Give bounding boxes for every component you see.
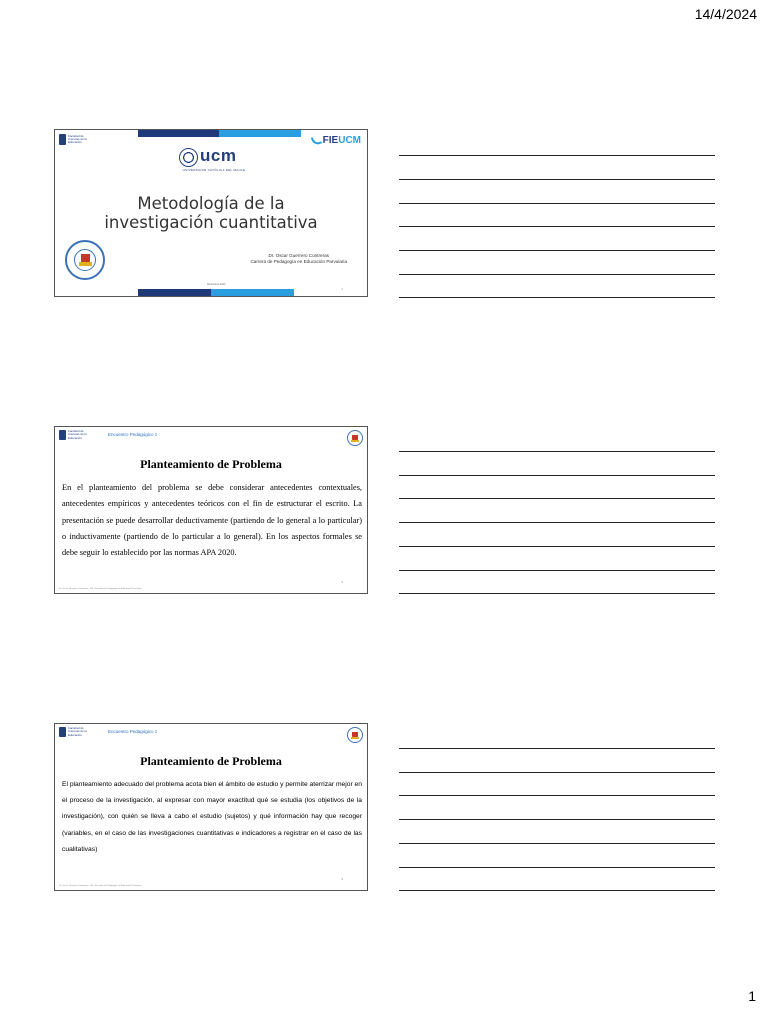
fie-ucm-logo (312, 135, 361, 146)
slide-footer: Dr. Oscar Guerrero Contreras · FIE - Escuela de Pedagogía en Educación Parvularia (59, 588, 142, 591)
print-date: 14/4/2024 (694, 6, 757, 22)
note-line (399, 250, 715, 251)
slide-title: Planteamiento de Problema (140, 754, 282, 768)
slide-body: El planteamiento adecuado del problema acota bien el ámbito de estudio y permite aterrizar mejor en el proceso de la investigación, al expresar con mayor exactitud qué se estudia (los objetivos de la investigación), con quién se lleva a cabo el estudio (sujetos) y qué información hay que recoger (variables, en el caso de las investigaciones cuantitativas e indicadores a registrar en el caso de las cualitativas) (62, 781, 362, 853)
note-line (399, 297, 715, 298)
faculty-logo-text: Facultad de Ciencias de la Educación (68, 726, 87, 737)
slide-thumbnail-3 (54, 723, 368, 891)
note-line (399, 498, 715, 499)
note-line (399, 748, 715, 749)
note-line (399, 593, 715, 594)
school-seal-icon (347, 727, 363, 743)
page-number: 1 (748, 988, 756, 1004)
note-line (399, 226, 715, 227)
fie-logo-suffix: UCM (338, 135, 361, 146)
slide-title: Planteamiento de Problema (140, 457, 282, 471)
header-label: Encuentro Pedagógico 1 (108, 729, 158, 734)
note-line (399, 819, 715, 820)
note-line (399, 274, 715, 275)
faculty-logo-text: Facultad de Ciencias de la Educación (68, 429, 87, 440)
slide-number: 1 (341, 287, 343, 291)
note-line (399, 475, 715, 476)
slide-thumbnail-2 (54, 426, 368, 594)
faculty-logo (59, 727, 92, 737)
header-label: Encuentro Pedagógico 1 (108, 432, 158, 437)
slide-title (55, 194, 367, 232)
slide-number: 2 (341, 580, 343, 584)
ucm-logo (179, 146, 249, 174)
school-seal-icon (347, 430, 363, 446)
faculty-crest-icon (59, 727, 66, 737)
title-line-1: Metodología de la (137, 194, 285, 213)
note-line (399, 570, 715, 571)
note-line (399, 795, 715, 796)
note-line (399, 867, 715, 868)
slide-body: En el planteamiento del problema se debe considerar antecedentes contextuales, antecedentes empíricos y antecedentes teóricos con el fin de estructurar el escrito. La presentación se puede desarrollar deductivamente (partiendo de lo general a lo particular) o inductivamente (partiendo de lo particular a lo general). En los aspectos formales se debe seguir lo establecido por las normas APA 2020. (62, 483, 362, 558)
top-bar-sky (219, 130, 301, 137)
ucm-seal-icon (179, 148, 198, 167)
ucm-wordmark: ucm (200, 146, 237, 165)
note-line (399, 772, 715, 773)
slide-footer: Dr. Oscar Guerrero Contreras · FIE - Escuela de Pedagogía en Educación Parvularia (59, 885, 142, 888)
faculty-crest-icon (59, 430, 66, 440)
ucm-subtitle: UNIVERSIDAD CATÓLICA DEL MAULE (182, 168, 246, 172)
author-name: Dr. Oscar Guerrero Contreras (268, 253, 329, 258)
faculty-logo-text: Facultad de Ciencias de la Educación (68, 133, 87, 145)
bottom-bar-sky (211, 289, 294, 296)
date-caption: Noviembre 2023 (207, 283, 226, 286)
faculty-logo (59, 134, 92, 145)
note-line (399, 522, 715, 523)
note-line (399, 155, 715, 156)
note-line (399, 843, 715, 844)
author-block (250, 253, 347, 264)
slide-thumbnail-1 (54, 129, 368, 297)
bottom-bar-navy (138, 289, 211, 296)
school-seal-icon (65, 240, 105, 280)
fie-swoosh-icon (310, 135, 322, 147)
faculty-crest-icon (59, 134, 66, 145)
program-name: Carrera de Pedagogía en Educación Parvularia (250, 258, 347, 264)
top-bar-navy (138, 130, 219, 137)
note-line (399, 546, 715, 547)
note-line (399, 203, 715, 204)
slide-number: 3 (341, 877, 343, 881)
title-line-2: investigación cuantitativa (104, 213, 318, 232)
faculty-logo (59, 430, 92, 440)
note-line (399, 451, 715, 452)
fie-logo-prefix: FIE (322, 135, 339, 146)
note-line (399, 890, 715, 891)
note-line (399, 179, 715, 180)
